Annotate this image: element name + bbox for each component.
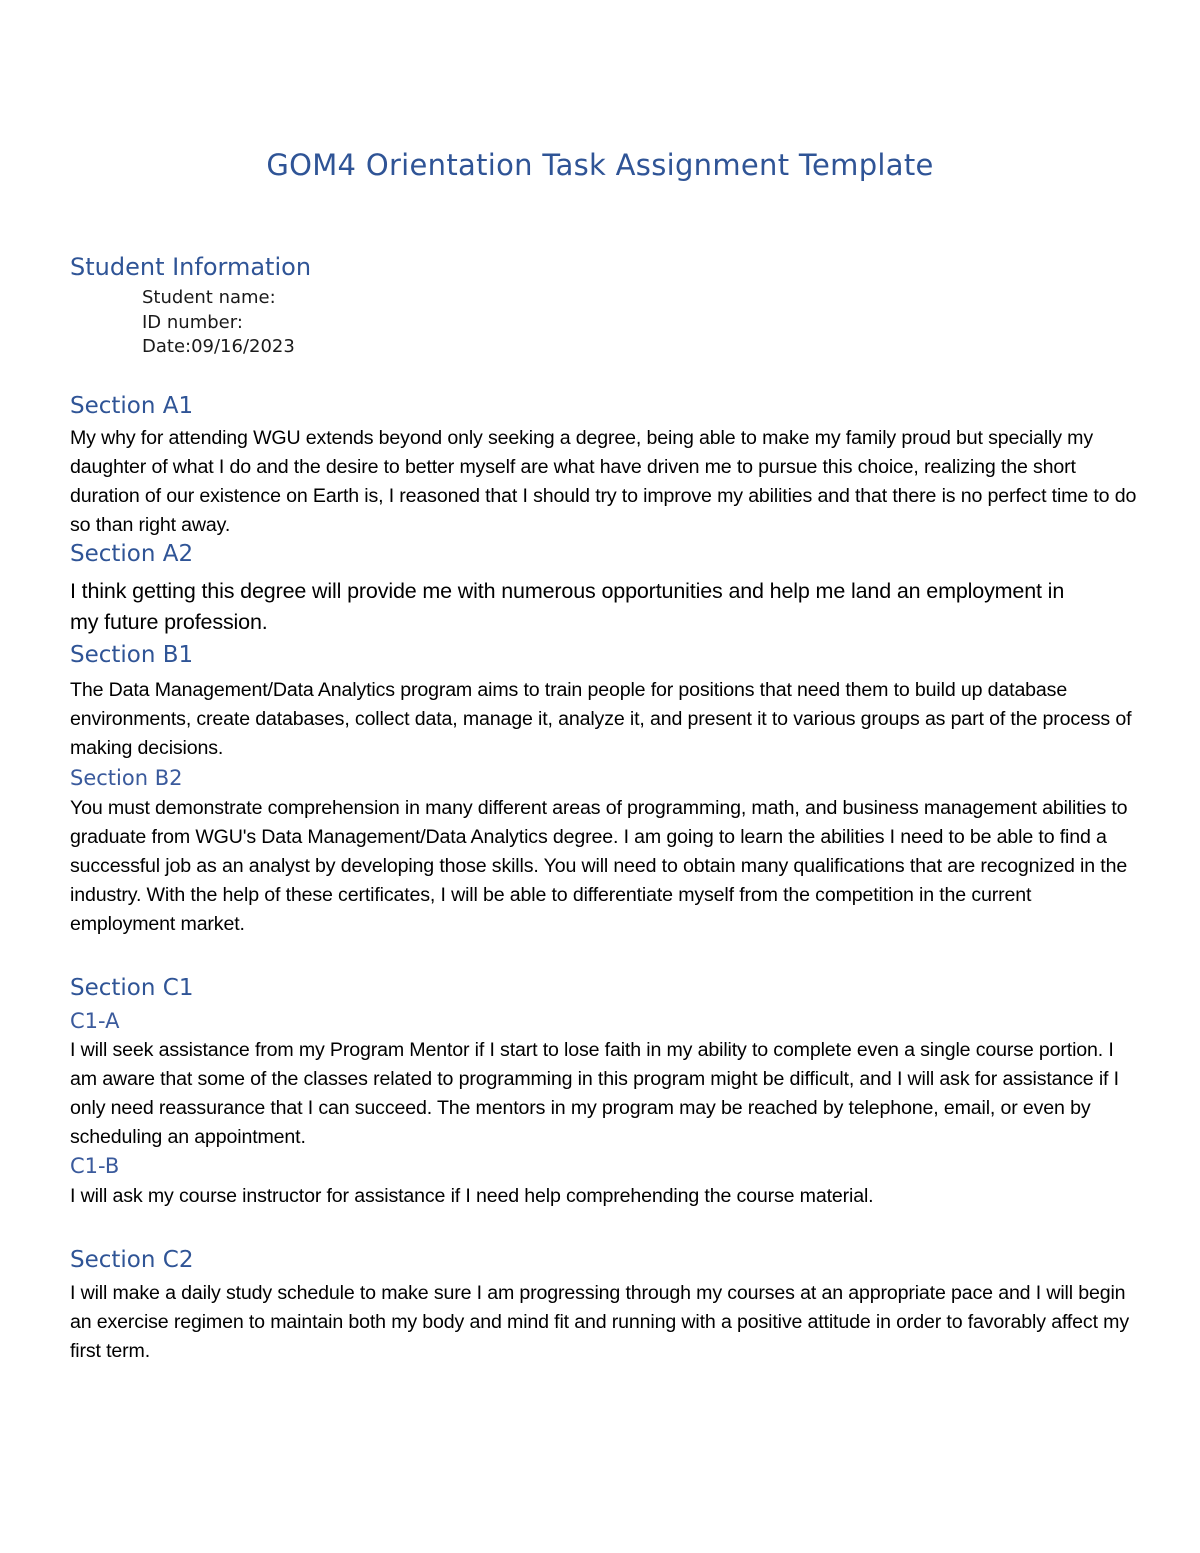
section-b2-heading: Section B2: [70, 766, 183, 790]
section-a1-heading: Section A1: [70, 393, 194, 419]
section-c1-heading: Section C1: [70, 975, 194, 1001]
section-b2-text: You must demonstrate comprehension in many different areas of programming, math, and business management abilities to graduate from WGU's Data Management/Data Analytics degree. I am going to learn the abilities I need to be able to find a successful job as an analyst by developing those skills. You will need to obtain many qualifications that are recognized in the industry. With the help of these certificates, I will be able to differentiate myself from the competition in the current employment market.: [70, 797, 1128, 935]
section-a2-text: I think getting this degree will provide me with numerous opportunities and help me land an employment in my future profession.: [70, 579, 1065, 634]
section-b1-text: The Data Management/Data Analytics program aims to train people for positions that need them to build up database environments, create databases, collect data, manage it, analyze it, and present it to various groups as part of the process of making decisions.: [70, 679, 1132, 759]
section-b1-heading: Section B1: [70, 642, 194, 668]
section-a1-text: My why for attending WGU extends beyond only seeking a degree, being able to make my family proud but specially my daughter of what I do and the desire to better myself are what have driven me to pursue this choice, realizing the short duration of our existence on Earth is, I reasoned that I should try to improve my abilities and that there is no perfect time to do so than right away.: [70, 427, 1137, 536]
date-label: Date:09/16/2023: [142, 336, 295, 357]
student-information-block: [142, 286, 295, 360]
section-c2-text: I will make a daily study schedule to make sure I am progressing through my courses at an appropriate pace and I will begin an exercise regimen to maintain both my body and mind fit and running with a positive attitude in order to favorably affect my first term.: [70, 1282, 1129, 1362]
section-a2-heading: Section A2: [70, 541, 194, 567]
c1-a-heading: C1-A: [70, 1009, 120, 1033]
c1-a-text: I will seek assistance from my Program Mentor if I start to lose faith in my ability to complete even a single course portion. I am aware that some of the classes related to programming in this program might be difficult, and I will ask for assistance if I only need reassurance that I can succeed. The mentors in my program may be reached by telephone, email, or even by scheduling an appointment.: [70, 1039, 1119, 1148]
section-c2-heading: Section C2: [70, 1247, 194, 1273]
student-name-label: Student name:: [142, 287, 276, 308]
student-information-heading: Student Information: [70, 253, 312, 281]
document-title: GOM4 Orientation Task Assignment Template: [266, 148, 934, 182]
id-number-label: ID number:: [142, 311, 243, 333]
c1-b-heading: C1-B: [70, 1154, 120, 1178]
c1-b-text: I will ask my course instructor for assistance if I need help comprehending the course material.: [70, 1185, 874, 1207]
